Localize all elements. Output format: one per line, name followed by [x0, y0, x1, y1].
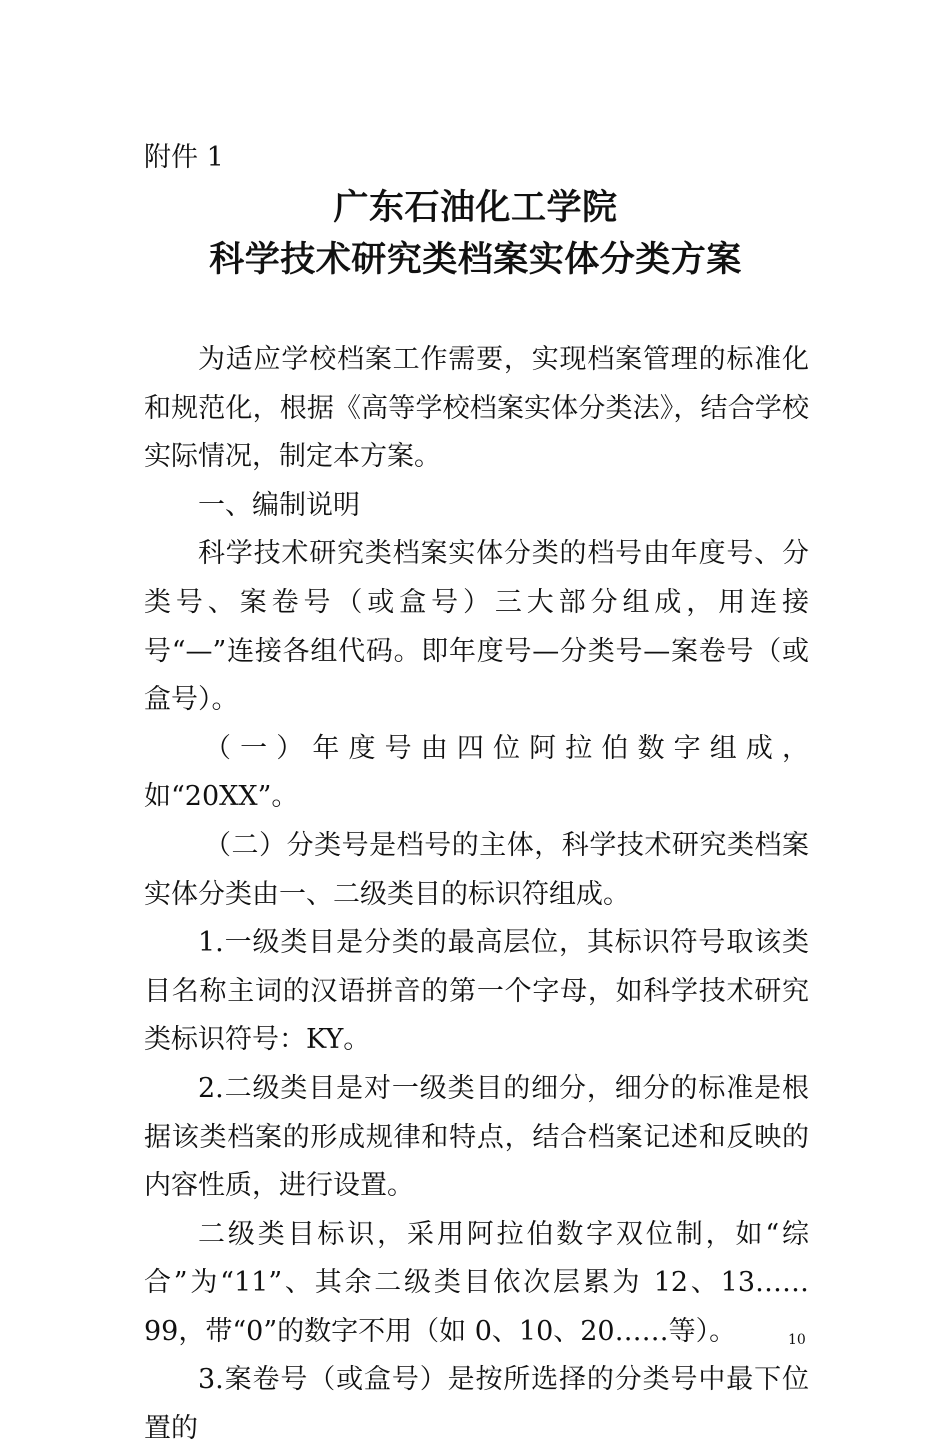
file-number-paragraph: 3.案卷号（或盒号）是按所选择的分类号中最下位置的 [144, 1364, 809, 1445]
archive-number-paragraph: 科学技术研究类档案实体分类的档号由年度号、分类号、案卷号（或盒号）三大部分组成，用连接号“—”连接各组代码。即年度号—分类号—案卷号（或盒号）。 [144, 538, 809, 716]
first-level-category-paragraph: 1.一级类目是分类的最高层位，其标识符号取该类目名称主词的汉语拼音的第一个字母，如科学技术研究类标识符号：KY。 [144, 927, 809, 1056]
section-heading-compilation-notes: 一、编制说明 [198, 489, 360, 521]
year-number-paragraph: （一）年度号由四位阿拉伯数字组成，如“20XX”。 [144, 732, 809, 813]
second-level-category-paragraph: 2.二级类目是对一级类目的细分，细分的标准是根据该类档案的形成规律和特点，结合档案记述和反映的内容性质，进行设置。 [144, 1072, 809, 1202]
classification-number-paragraph: （二）分类号是档号的主体，科学技术研究类档案实体分类由一、二级类目的标识符组成。 [144, 829, 809, 910]
attachment-label: 附件 1 [144, 142, 224, 173]
document-body [144, 336, 809, 1454]
second-level-identifier-paragraph: 二级类目标识，采用阿拉伯数字双位制，如“综合”为“11”、其余二级类目依次层累为 12、13……99，带“0”的数字不用（如 0、10、20……等）。 [144, 1218, 809, 1347]
document-title-line-1: 广东石油化工学院 [333, 188, 618, 228]
page-number: 10 [788, 1332, 806, 1348]
intro-paragraph: 为适应学校档案工作需要，实现档案管理的标准化和规范化，根据《高等学校档案实体分类法》，结合学校实际情况，制定本方案。 [144, 344, 809, 473]
document-title-line-2: 科学技术研究类档案实体分类方案 [209, 240, 742, 280]
